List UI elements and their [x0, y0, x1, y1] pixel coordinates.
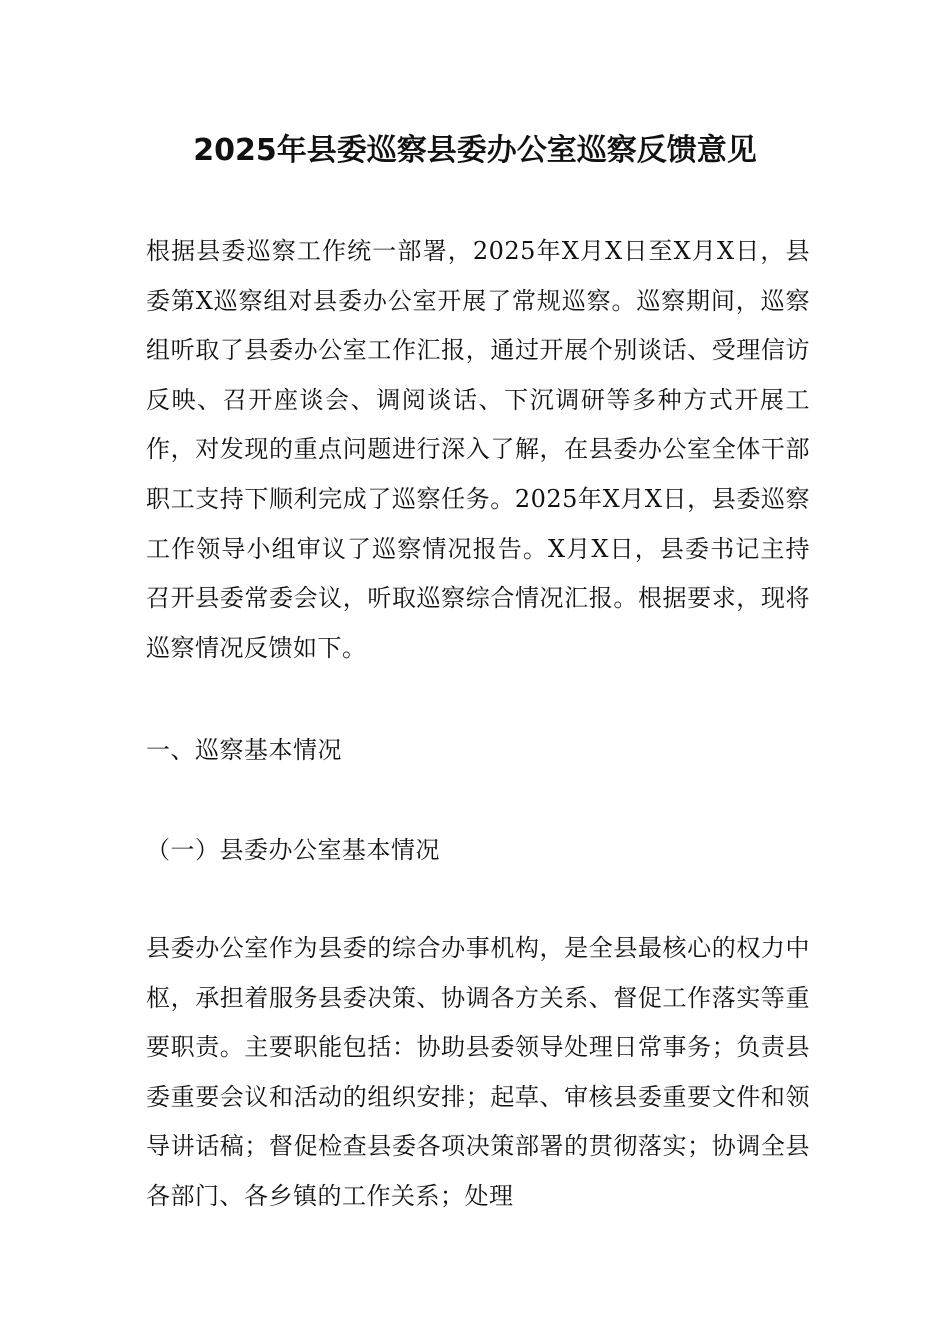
body-paragraph: 县委办公室作为县委的综合办事机构，是全县最核心的权力中枢，承担着服务县委决策、协调各方关系、督促工作落实等重要职责。主要职能包括：协助县委领导处理日常事务；负责县委重要会议和活动的组织安排；起草、审核县委重要文件和领导讲话稿；督促检查县委各项决策部署的贯彻落实；协调全县各部门、各乡镇的工作关系；处理	[146, 934, 810, 1210]
intro-paragraph: 根据县委巡察工作统一部署，2025年X月X日至X月X日，县委第X巡察组对县委办公室开展了常规巡察。巡察期间，巡察组听取了县委办公室工作汇报，通过开展个别谈话、受理信访反映、召开座谈会、调阅谈话、下沉调研等多种方式开展工作，对发现的重点问题进行深入了解，在县委办公室全体干部职工支持下顺利完成了巡察任务。2025年X月X日，县委巡察工作领导小组审议了巡察情况报告。X月X日，县委书记主持召开县委常委会议，听取巡察综合情况汇报。根据要求，现将巡察情况反馈如下。	[146, 237, 810, 662]
document-title: 2025年县委巡察县委办公室巡察反馈意见	[193, 133, 757, 168]
subsection-heading: （一）县委办公室基本情况	[146, 836, 440, 864]
section-heading: 一、巡察基本情况	[146, 736, 342, 764]
